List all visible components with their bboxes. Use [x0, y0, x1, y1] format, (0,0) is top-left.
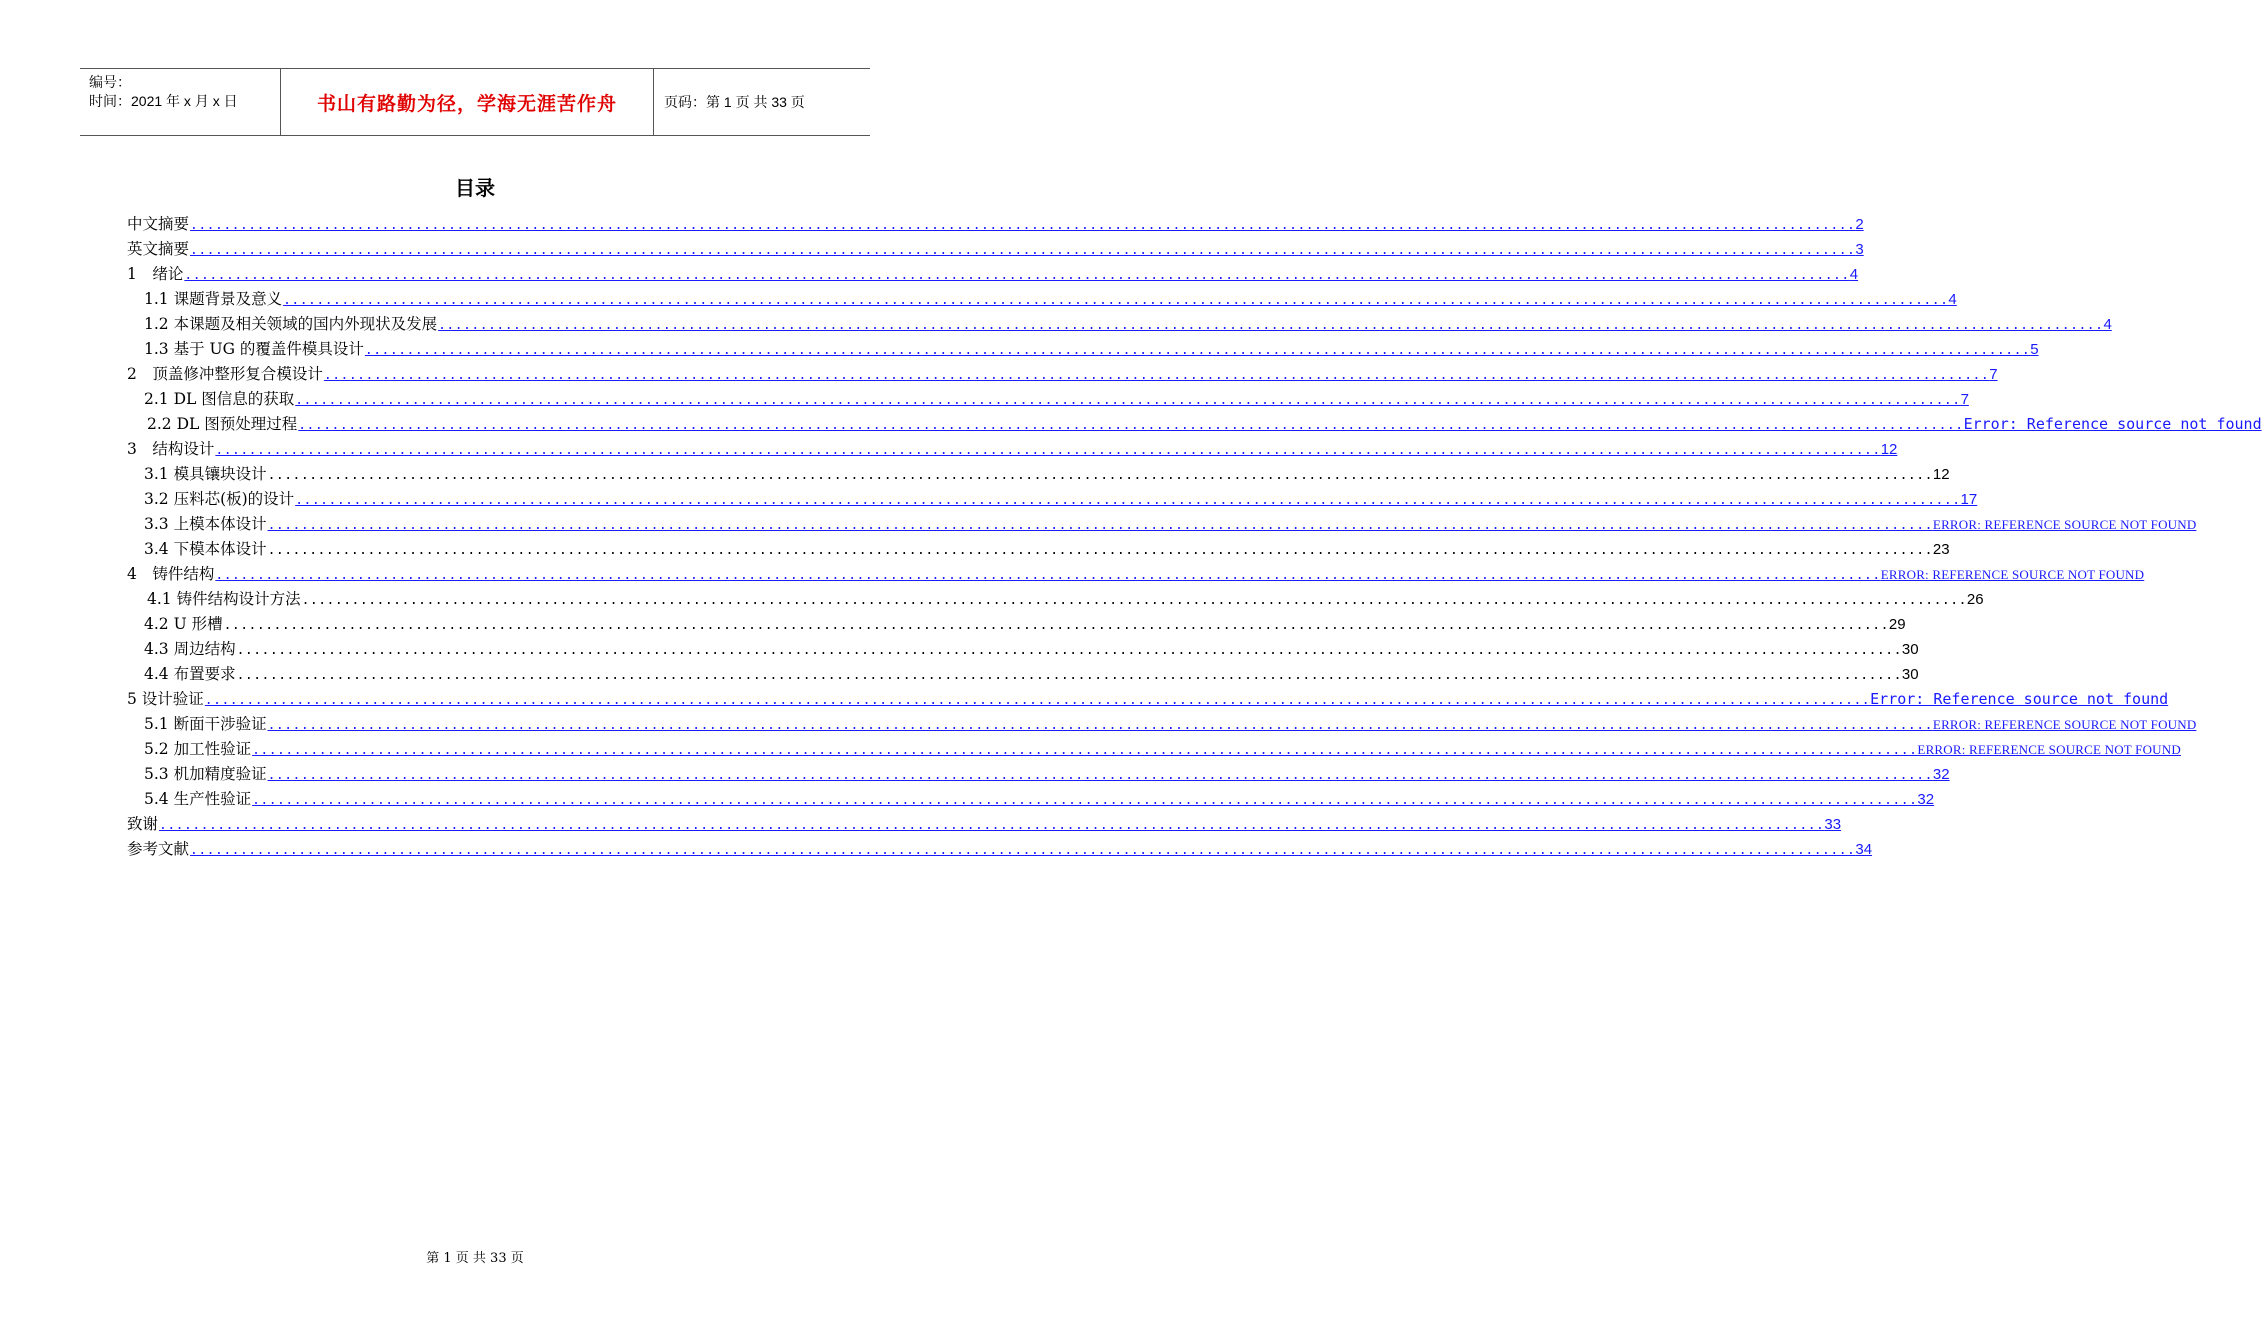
toc-leader-dots: ........................................................................................................................................................................................................: [236, 643, 1902, 658]
toc-entry-label: 5 设计验证: [127, 690, 204, 708]
time-label: 时间：2021 年 x 月 x 日: [89, 93, 238, 109]
toc-entry-label: 1.3 基于 UG 的覆盖件模具设计: [144, 340, 364, 358]
toc-entry-label: 5.2 加工性验证: [144, 740, 252, 758]
toc-entry-page: 26: [1966, 591, 1984, 608]
toc-entry-label: 5.3 机加精度验证: [144, 765, 267, 783]
toc-leader-dots: ........................................................................................................................................................................................................: [267, 468, 1933, 483]
toc-entry[interactable]: [127, 687, 2169, 712]
toc-leader-dots: ........................................................................................................................................................................................................: [298, 418, 1964, 433]
page-header: [80, 68, 870, 136]
toc-entry-page[interactable]: 2: [1855, 216, 1864, 233]
toc-entry[interactable]: [127, 412, 2262, 437]
toc-entry-page[interactable]: 34: [1855, 841, 1873, 858]
header-page-info: 页码：第 1 页 共 33 页: [664, 94, 805, 110]
toc-entry-label: 英文摘要: [127, 240, 190, 258]
toc-entry[interactable]: [127, 487, 1978, 512]
toc-entry-page[interactable]: 17: [1960, 491, 1978, 508]
toc-entry: [127, 637, 1919, 662]
toc-entry-page: 23: [1932, 541, 1950, 558]
toc-entry-error-ref[interactable]: ERROR: REFERENCE SOURCE NOT FOUND: [1880, 567, 2145, 582]
toc-entry: [127, 462, 1950, 487]
toc-entry-page[interactable]: 4: [1948, 291, 1957, 308]
toc-entry-page[interactable]: 5: [2030, 341, 2039, 358]
toc-entry[interactable]: [127, 212, 1864, 237]
toc-entry-page[interactable]: 4: [2103, 316, 2112, 333]
toc-leader-dots: ........................................................................................................................................................................................................: [283, 293, 1949, 308]
number-label: 编号：: [89, 74, 131, 90]
page-footer: 第 1 页 共 33 页: [426, 1251, 524, 1266]
toc-entry-label: 2.1 DL 图信息的获取: [144, 390, 295, 408]
toc-entry-page: 30: [1901, 641, 1919, 658]
toc-entry[interactable]: [127, 362, 1998, 387]
toc-title: 目录: [455, 176, 495, 200]
toc-entry-page[interactable]: 4: [1849, 266, 1859, 283]
toc-leader-dots: ........................................................................................................................................................................................................: [301, 593, 1967, 608]
toc-entry-page[interactable]: 7: [1989, 366, 1998, 383]
toc-entry-label: 3 结构设计: [127, 440, 215, 458]
toc-entry[interactable]: [127, 762, 1950, 787]
toc-entry: [127, 537, 1950, 562]
toc-leader-dots: ........................................................................................................................................................................................................: [159, 818, 1825, 833]
toc-entry-label: 3.3 上模本体设计: [144, 515, 267, 533]
toc-entry-page[interactable]: 32: [1932, 766, 1950, 783]
toc-entry[interactable]: [127, 387, 1969, 412]
toc-entry[interactable]: [127, 287, 1957, 312]
toc-entry-label: 1.2 本课题及相关领域的国内外现状及发展: [144, 315, 438, 333]
toc-entry[interactable]: [127, 337, 2039, 362]
toc-entry[interactable]: [127, 812, 1842, 837]
toc-entry-label: 1 绪论: [127, 265, 184, 283]
toc-entry-label: 5.4 生产性验证: [144, 790, 252, 808]
toc-entry-error-ref[interactable]: ERROR: REFERENCE SOURCE NOT FOUND: [1932, 517, 2197, 532]
toc-leader-dots: ........................................................................................................................................................................................................: [184, 268, 1850, 283]
toc-leader-dots: ........................................................................................................................................................................................................: [204, 693, 1871, 708]
toc-leader-dots: ........................................................................................................................................................................................................: [252, 793, 1918, 808]
toc-leader-dots: ........................................................................................................................................................................................................: [223, 618, 1889, 633]
toc-entry-error-ref[interactable]: ERROR: REFERENCE SOURCE NOT FOUND: [1932, 717, 2197, 732]
toc-entry[interactable]: [127, 262, 1859, 287]
toc-entry-page: 30: [1901, 666, 1919, 683]
toc-entry-page[interactable]: 33: [1824, 816, 1842, 833]
toc-entry-label: 4.4 布置要求: [144, 665, 236, 683]
toc-entry-error-ref[interactable]: Error: Reference source not found: [1963, 415, 2262, 433]
toc-entry-label: 2.2 DL 图预处理过程: [147, 415, 298, 433]
header-motto: 书山有路勤为径，学海无涯苦作舟: [281, 69, 654, 135]
toc-entry: [127, 662, 1919, 687]
toc-leader-dots: ........................................................................................................................................................................................................: [215, 568, 1881, 583]
toc-entry-page[interactable]: 7: [1960, 391, 1969, 408]
toc-leader-dots: ........................................................................................................................................................................................................: [190, 243, 1856, 258]
toc-entry: [127, 612, 1906, 637]
toc-leader-dots: ........................................................................................................................................................................................................: [438, 318, 2104, 333]
toc-leader-dots: ........................................................................................................................................................................................................: [267, 518, 1933, 533]
toc-entry-label: 4.3 周边结构: [144, 640, 236, 658]
toc-entry[interactable]: [127, 737, 2181, 762]
toc-entry-label: 2 顶盖修冲整形复合模设计: [127, 365, 323, 383]
toc-entry-label: 中文摘要: [127, 215, 190, 233]
toc-leader-dots: ........................................................................................................................................................................................................: [267, 768, 1933, 783]
toc-entry[interactable]: [127, 437, 1898, 462]
toc-entry-page[interactable]: 32: [1917, 791, 1935, 808]
toc-entry[interactable]: [127, 312, 2112, 337]
toc-entry[interactable]: [127, 237, 1864, 262]
toc-entry-label: 参考文献: [127, 840, 190, 858]
toc-leader-dots: ........................................................................................................................................................................................................: [236, 668, 1902, 683]
table-of-contents: [127, 212, 2262, 862]
toc-entry-error-ref[interactable]: Error: Reference source not found: [1870, 690, 2169, 708]
header-meta: [80, 69, 281, 135]
toc-leader-dots: ........................................................................................................................................................................................................: [190, 218, 1856, 233]
toc-entry-label: 4.2 U 形槽: [144, 615, 223, 633]
toc-entry-label: 致谢: [127, 815, 159, 833]
toc-entry[interactable]: [127, 787, 1935, 812]
toc-entry-label: 3.2 压料芯(板)的设计: [144, 490, 295, 508]
toc-entry-label: 4 铸件结构: [127, 565, 215, 583]
toc-leader-dots: ........................................................................................................................................................................................................: [215, 443, 1881, 458]
toc-entry-label: 1.1 课题背景及意义: [144, 290, 283, 308]
toc-entry[interactable]: [127, 562, 2145, 587]
toc-leader-dots: ........................................................................................................................................................................................................: [267, 718, 1933, 733]
toc-entry-label: 3.1 模具镶块设计: [144, 465, 267, 483]
toc-entry-label: 3.4 下模本体设计: [144, 540, 267, 558]
toc-entry[interactable]: [127, 512, 2197, 537]
toc-entry-page[interactable]: 3: [1855, 241, 1864, 258]
toc-leader-dots: ........................................................................................................................................................................................................: [295, 493, 1961, 508]
toc-entry[interactable]: [127, 837, 1873, 862]
toc-leader-dots: ........................................................................................................................................................................................................: [295, 393, 1961, 408]
toc-entry-error-ref[interactable]: ERROR: REFERENCE SOURCE NOT FOUND: [1917, 742, 2181, 757]
toc-leader-dots: ........................................................................................................................................................................................................: [252, 743, 1918, 758]
toc-entry-label: 4.1 铸件结构设计方法: [147, 590, 301, 608]
toc-entry[interactable]: [127, 712, 2197, 737]
toc-entry-label: 5.1 断面干涉验证: [144, 715, 267, 733]
toc-entry: [127, 587, 1984, 612]
toc-leader-dots: ........................................................................................................................................................................................................: [323, 368, 1990, 383]
toc-leader-dots: ........................................................................................................................................................................................................: [364, 343, 2031, 358]
toc-entry-page[interactable]: 12: [1880, 441, 1898, 458]
toc-entry-page: 29: [1888, 616, 1906, 633]
toc-leader-dots: ........................................................................................................................................................................................................: [190, 843, 1856, 858]
toc-leader-dots: ........................................................................................................................................................................................................: [267, 543, 1933, 558]
toc-entry-page: 12: [1932, 466, 1950, 483]
